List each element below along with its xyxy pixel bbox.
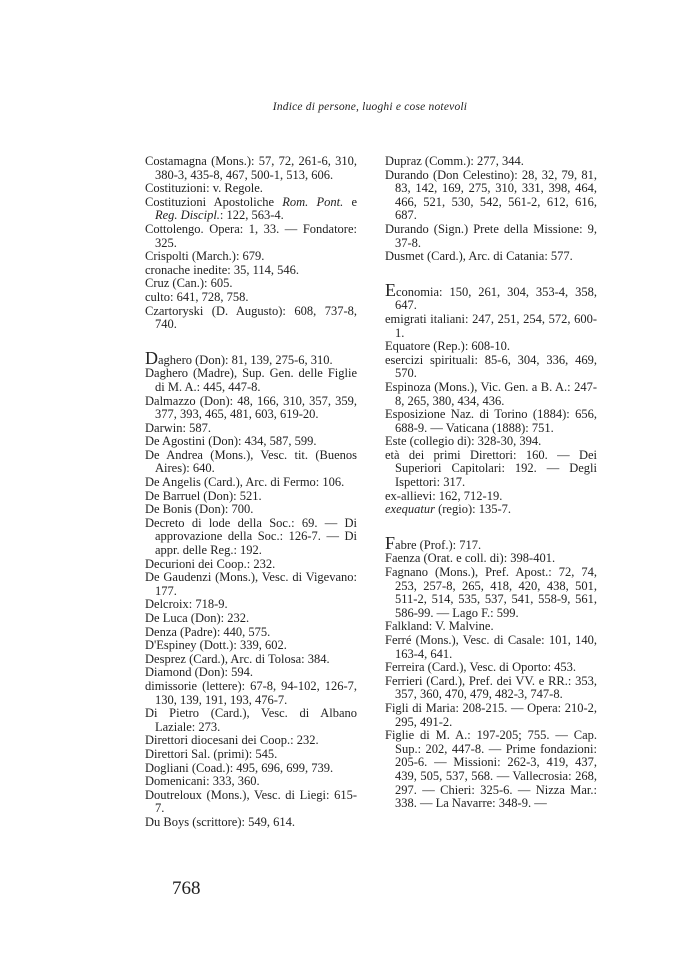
index-entry — [145, 775, 357, 789]
index-entry — [145, 223, 357, 250]
entry-text: Reg. Discipl. — [155, 208, 220, 223]
index-entry — [145, 305, 357, 332]
entry-text: ex-allievi: 162, 712-19. — [385, 488, 503, 503]
entry-text: abre (Prof.): 717. — [395, 537, 482, 552]
entry-text: Cruz (Can.): 605. — [145, 276, 233, 291]
entry-text: Figli di Maria: 208-215. — Opera: 210-2, 295, 491-2. — [385, 700, 597, 729]
index-entry — [385, 620, 597, 634]
index-entry — [145, 762, 357, 776]
index-entry — [145, 490, 357, 504]
index-entry — [385, 532, 597, 553]
entry-text: conomia: 150, 261, 304, 353-4, 358, 647. — [395, 284, 597, 313]
index-entry — [145, 449, 357, 476]
entry-text: (regio): 135-7. — [434, 502, 512, 517]
entry-text: e — [343, 194, 357, 209]
entry-text: Ferreira (Card.), Vesc. di Oporto: 453. — [385, 660, 577, 675]
entry-text: Este (collegio di): 328-30, 394. — [385, 434, 542, 449]
index-entry — [385, 702, 597, 729]
entry-text: culto: 641, 728, 758. — [145, 289, 249, 304]
entry-text: Dusmet (Card.), Arc. di Catania: 577. — [385, 249, 573, 264]
entry-text: Dogliani (Coad.): 495, 696, 699, 739. — [145, 760, 334, 775]
index-entry — [145, 571, 357, 598]
entry-text: Domenicani: 333, 360. — [145, 774, 260, 789]
index-column-left — [145, 155, 357, 830]
index-entry — [145, 666, 357, 680]
index-entry — [385, 661, 597, 675]
index-entry — [385, 250, 597, 264]
index-entry — [145, 277, 357, 291]
index-entry — [145, 155, 357, 182]
index-entry — [145, 250, 357, 264]
index-entry — [385, 552, 597, 566]
index-entry — [385, 169, 597, 223]
entry-text: Du Boys (scrittore): 549, 614. — [145, 814, 295, 829]
entry-text: Darwin: 587. — [145, 420, 211, 435]
entry-text: De Luca (Don): 232. — [145, 611, 250, 625]
entry-text: dimissorie (lettere): 67-8, 94-102, 126-7, 130, 139, 191, 193, 476-7. — [145, 678, 357, 707]
index-entry — [385, 449, 597, 490]
entry-text: De Bonis (Don): 700. — [145, 502, 254, 517]
index-entry — [385, 435, 597, 449]
entry-text: esercizi spirituali: 85-6, 304, 336, 469, 570. — [385, 352, 597, 381]
index-entry — [385, 634, 597, 661]
section-initial: D — [145, 347, 158, 368]
entry-text: D'Espiney (Dott.): 339, 602. — [145, 638, 287, 653]
entry-text: cronache inedite: 35, 114, 546. — [145, 262, 300, 277]
entry-text: De Agostini (Don): 434, 587, 599. — [145, 434, 317, 449]
entry-text: Daghero (Madre), Sup. Gen. delle Figlie di M. A.: 445, 447-8. — [145, 366, 357, 394]
index-entry — [385, 381, 597, 408]
entry-text: De Angelis (Card.), Arc. di Fermo: 106. — [145, 475, 345, 490]
entry-text: Diamond (Don): 594. — [145, 665, 253, 680]
entry-text: Ferrieri (Card.), Pref. dei VV. e RR.: 353, 357, 360, 470, 479, 482-3, 747-8. — [385, 673, 597, 702]
entry-text: Equatore (Rep.): 608-10. — [385, 339, 510, 354]
index-entry — [145, 626, 357, 640]
index-entry — [145, 291, 357, 305]
entry-text: Costituzioni: v. Regole. — [145, 181, 263, 196]
entry-text: Falkland: V. Malvine. — [385, 619, 494, 634]
index-entry — [385, 313, 597, 340]
entry-text: : 122, 563-4. — [219, 208, 284, 223]
index-entry — [145, 748, 357, 762]
index-entry — [145, 789, 357, 816]
running-header: Indice di persone, luoghi e cose notevoli — [272, 101, 468, 113]
entry-text: Espinoza (Mons.), Vic. Gen. a B. A.: 247-8, 265, 380, 434, 436. — [385, 379, 597, 408]
index-entry — [145, 476, 357, 490]
index-entry — [145, 503, 357, 517]
entry-text: exequatur — [385, 502, 435, 517]
index-entry — [145, 598, 357, 612]
index-entry — [385, 408, 597, 435]
index-entry — [145, 196, 357, 223]
index-entry — [145, 680, 357, 707]
index-entry — [385, 675, 597, 702]
index-entry — [145, 435, 357, 449]
entry-text: Faenza (Orat. e coll. di): 398-401. — [385, 551, 556, 566]
index-entry — [385, 490, 597, 504]
index-entry — [145, 734, 357, 748]
index-entry — [145, 367, 357, 394]
entry-text: età dei primi Direttori: 160. — Dei Superiori Capitolari: 192. — Degli Ispettori: 317. — [385, 447, 597, 490]
entry-text: Crispolti (March.): 679. — [145, 249, 265, 264]
index-entry — [145, 422, 357, 436]
section-initial: E — [385, 279, 396, 300]
index-entry — [145, 182, 357, 196]
entry-text: Decreto di lode della Soc.: 69. — Di approvazione della Soc.: 126-7. — Di appr. delle Reg.: 192. — [145, 515, 357, 558]
entry-text: Di Pietro (Card.), Vesc. di Albano Laziale: 273. — [145, 706, 357, 734]
entry-text: Durando (Don Celestino): 28, 32, 79, 81, 83, 142, 169, 275, 310, 331, 398, 464, 466, 521, 530, 542, 561-2, 612, 616, 687. — [385, 167, 597, 223]
entry-text: Costamagna (Mons.): 57, 72, 261-6, 310, 380-3, 435-8, 467, 500-1, 513, 606. — [145, 154, 357, 182]
entry-text: De Barruel (Don): 521. — [145, 488, 262, 503]
entry-text: Direttori Sal. (primi): 545. — [145, 746, 278, 761]
entry-text: Costituzioni Apostoliche — [145, 194, 283, 209]
index-entry — [385, 566, 597, 620]
index-entry — [385, 223, 597, 250]
entry-text: Durando (Sign.) Prete della Missione: 9, 37-8. — [385, 221, 597, 250]
index-entry — [145, 395, 357, 422]
index-entry — [385, 340, 597, 354]
entry-text: Esposizione Naz. di Torino (1884): 656, 688-9. — Vaticana (1888): 751. — [385, 407, 597, 435]
page-number: 768 — [172, 878, 201, 899]
entry-text: Ferré (Mons.), Vesc. di Casale: 101, 140, 163-4, 641. — [385, 633, 597, 661]
entry-text: De Gaudenzi (Mons.), Vesc. di Vigevano: 177. — [145, 570, 357, 598]
index-entry — [385, 155, 597, 169]
index-entry — [145, 347, 357, 368]
index-entry — [145, 653, 357, 667]
entry-text: Decurioni dei Coop.: 232. — [145, 556, 276, 571]
entry-text: Direttori diocesani dei Coop.: 232. — [145, 733, 319, 748]
entry-text: Dupraz (Comm.): 277, 344. — [385, 154, 524, 168]
index-entry — [145, 707, 357, 734]
index-entry — [145, 517, 357, 558]
entry-text: De Andrea (Mons.), Vesc. tit. (Buenos Aires): 640. — [145, 447, 357, 476]
entry-text: Dalmazzo (Don): 48, 166, 310, 357, 359, 377, 393, 465, 481, 603, 619-20. — [145, 393, 357, 422]
entry-text: Rom. Pont. — [282, 194, 344, 209]
index-entry — [385, 354, 597, 381]
entry-text: Delcroix: 718-9. — [145, 597, 228, 612]
index-entry — [385, 503, 597, 517]
index-entry — [385, 729, 597, 811]
entry-text: Doutreloux (Mons.), Vesc. di Liegi: 615-7. — [145, 787, 357, 816]
index-entry — [145, 816, 357, 830]
entry-text: Czartoryski (D. Augusto): 608, 737-8, 740. — [145, 303, 357, 332]
entry-text: Fagnano (Mons.), Pref. Apost.: 72, 74, 253, 257-8, 265, 418, 420, 438, 501, 511-2, 514, 535, 537, 541, 558-9, 561, 586-99. — Lago F.: 599. — [385, 565, 597, 620]
entry-text: aghero (Don): 81, 139, 275-6, 310. — [158, 352, 333, 367]
entry-text: Figlie di M. A.: 197-205; 755. — Cap. Sup.: 202, 447-8. — Prime fondazioni: 205-6. — Missioni: 262-3, 419, 437, 439, 505, 537, 568. — Vallecrosia: 268, 297. — Chieri: 325-6. — Nizza Mar.: 338. — La Navarre: 348-9. — — [385, 728, 597, 811]
entry-text: Desprez (Card.), Arc. di Tolosa: 384. — [145, 651, 330, 666]
index-entry — [145, 639, 357, 653]
index-entry — [145, 264, 357, 278]
index-entry — [145, 612, 357, 626]
index-column-right — [385, 155, 597, 811]
index-entry — [385, 279, 597, 313]
entry-text: Denza (Padre): 440, 575. — [145, 624, 271, 639]
index-entry — [145, 558, 357, 572]
entry-text: emigrati italiani: 247, 251, 254, 572, 600-1. — [385, 311, 597, 340]
section-initial: F — [385, 532, 396, 553]
entry-text: Cottolengo. Opera: 1, 33. — Fondatore: 325. — [145, 221, 357, 250]
